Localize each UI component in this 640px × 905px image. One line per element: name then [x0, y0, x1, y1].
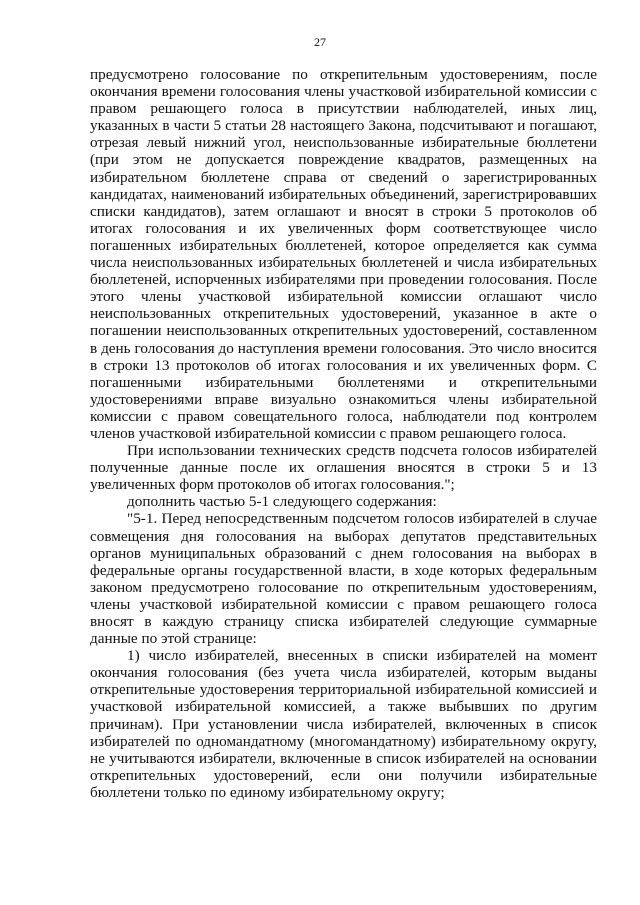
paragraph-continuation: предусмотрено голосование по открепительным удостоверениям, после окончания времени голосования члены участковой избирательной комиссии с правом решающего голоса в присутствии наблюдателей, иных лиц, указанных в части 5 статьи 28 настоящего Закона, подсчитывают и погашают, отрезая левый нижний угол, неиспользованные избирательные бюллетени (при этом не допускается повреждение квадратов, размещенных на избирательном бюллетене справа от сведений о зарегистрированных кандидатах, наименований избирательных объединений, зарегистрировавших списки кандидатов), затем оглашают и вносят в строки 5 протоколов об итогах голосования и их увеличенных форм соответствующее число погашенных избирательных бюллетеней, которое определяется как сумма числа неиспользованных избирательных бюллетеней и числа избирательных бюллетеней, испорченных избирателями при проведении голосования. После этого члены участковой избирательной комиссии оглашают число неиспользованных открепительных удостоверений, указанное в акте о погашении неиспользованных открепительных удостоверений, составленном в день голосования до наступления времени голосования. Это число вносится в строки 13 протоколов об итогах голосования и их увеличенных форм. С погашенными избирательными бюллетенями и открепительными удостоверениями вправе визуально ознакомиться члены избирательной комиссии с правом совещательного голоса, наблюдатели под контролем членов участковой избирательной комиссии с правом решающего голоса. — [90, 66, 597, 442]
document-body — [90, 66, 597, 801]
paragraph-technical-means: При использовании технических средств подсчета голосов избирателей полученные данные после их оглашения вносятся в строки 5 и 13 увеличенных форм протоколов об итогах голосования."; — [90, 442, 597, 494]
paragraph-item-1: 1) число избирателей, внесенных в списки избирателей на момент окончания голосования (без учета числа избирателей, которым выданы открепительные удостоверения территориальной избирательной комиссией и участковой избирательной комиссией, а также выбывших по другим причинам). При установлении числа избирателей, включенных в список избирателей по одномандатному (многомандатному) избирательному округу, не учитываются избиратели, включенные в список избирателей на основании открепительных удостоверений, если они получили избирательные бюллетени только по единому избирательному округу; — [90, 647, 597, 801]
paragraph-amendment-intro: дополнить частью 5-1 следующего содержания: — [127, 493, 437, 511]
paragraph-part-5-1: "5-1. Перед непосредственным подсчетом голосов избирателей в случае совмещения дня голосования на выборах депутатов представительных органов муниципальных образований с днем голосования на выборах в федеральные органы государственной власти, в ходе которых федеральным законом предусмотрено голосование по открепительным удостоверениям, члены участковой избирательной комиссии с правом решающего голоса вносят в каждую страницу списка избирателей следующие суммарные данные по этой странице: — [90, 510, 597, 648]
page-number: 27 — [314, 35, 326, 49]
